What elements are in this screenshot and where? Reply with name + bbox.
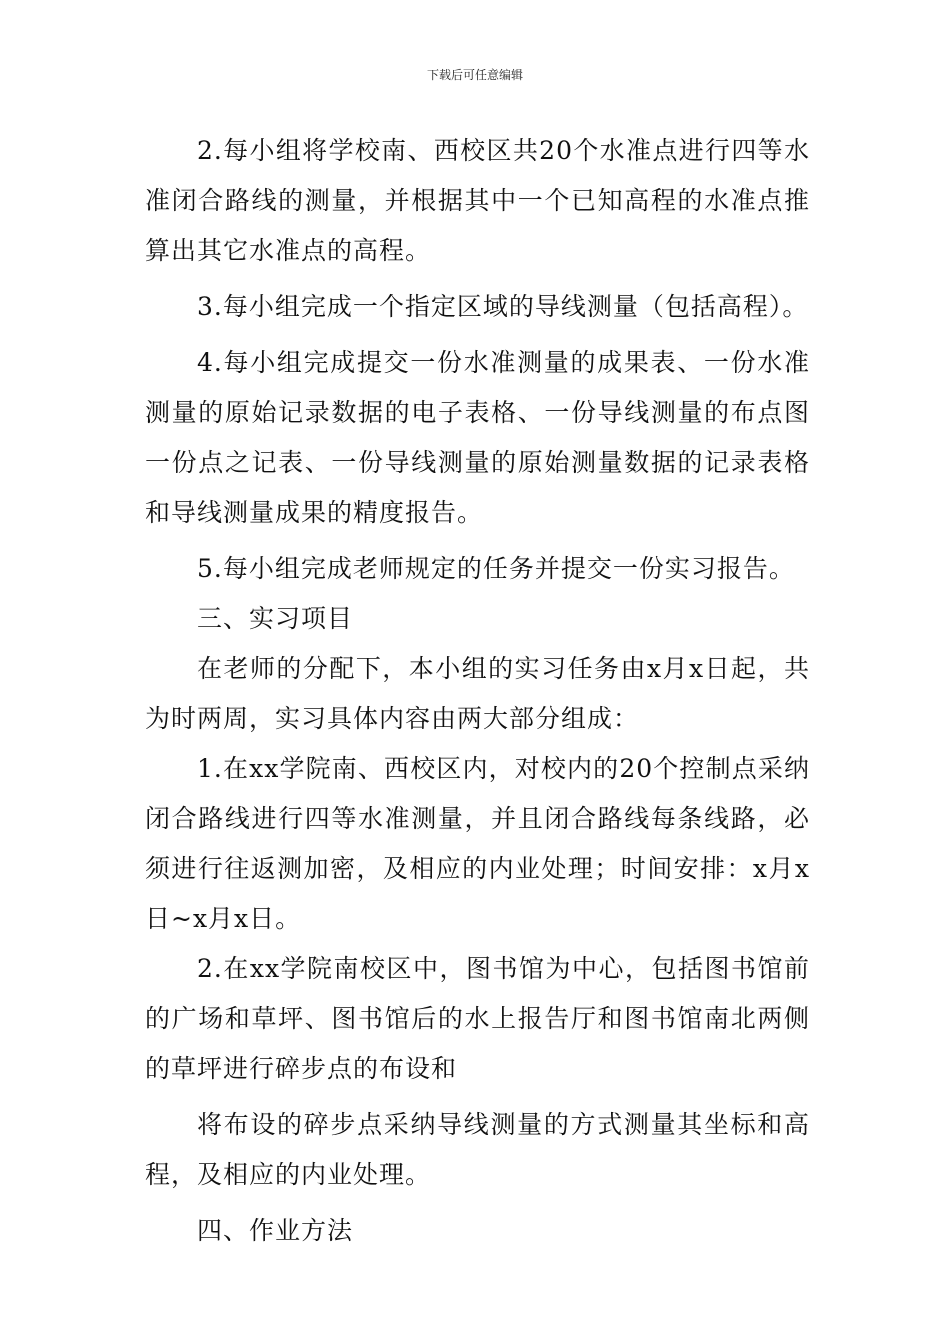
document-body [145, 126, 810, 1256]
paragraph-project-2: 2.在xx学院南校区中，图书馆为中心，包括图书馆前的广场和草坪、图书馆后的水上报告厅和图书馆南北两侧的草坪进行碎步点的布设和 [145, 954, 810, 1083]
paragraph-item-5: 5.每小组完成老师规定的任务并提交一份实习报告。 [197, 554, 795, 583]
paragraph-project-2-continued: 将布设的碎步点采纳导线测量的方式测量其坐标和高程，及相应的内业处理。 [145, 1110, 810, 1189]
paragraph-item-2: 2.每小组将学校南、西校区共20个水准点进行四等水准闭合路线的测量，并根据其中一个已知高程的水准点推算出其它水准点的高程。 [145, 136, 810, 265]
paragraph-item-3: 3.每小组完成一个指定区域的导线测量（包括高程）。 [197, 292, 809, 321]
page-header: 下载后可任意编辑 [426, 68, 523, 82]
paragraph-item-4: 4.每小组完成提交一份水准测量的成果表、一份水准测量的原始记录数据的电子表格、一份导线测量的布点图一份点之记表、一份导线测量的原始测量数据的记录表格和导线测量成果的精度报告。 [145, 348, 810, 527]
paragraph-project-1: 1.在xx学院南、西校区内，对校内的20个控制点采纳闭合路线进行四等水准测量，并且闭合路线每条线路，必须进行往返测加密，及相应的内业处理；时间安排：x月x日~x月x日。 [145, 754, 810, 933]
paragraph-intro: 在老师的分配下，本小组的实习任务由x月x日起，共为时两周，实习具体内容由两大部分组成： [145, 654, 810, 733]
section-heading-3: 三、实习项目 [197, 604, 354, 633]
section-heading-4: 四、作业方法 [197, 1216, 354, 1245]
